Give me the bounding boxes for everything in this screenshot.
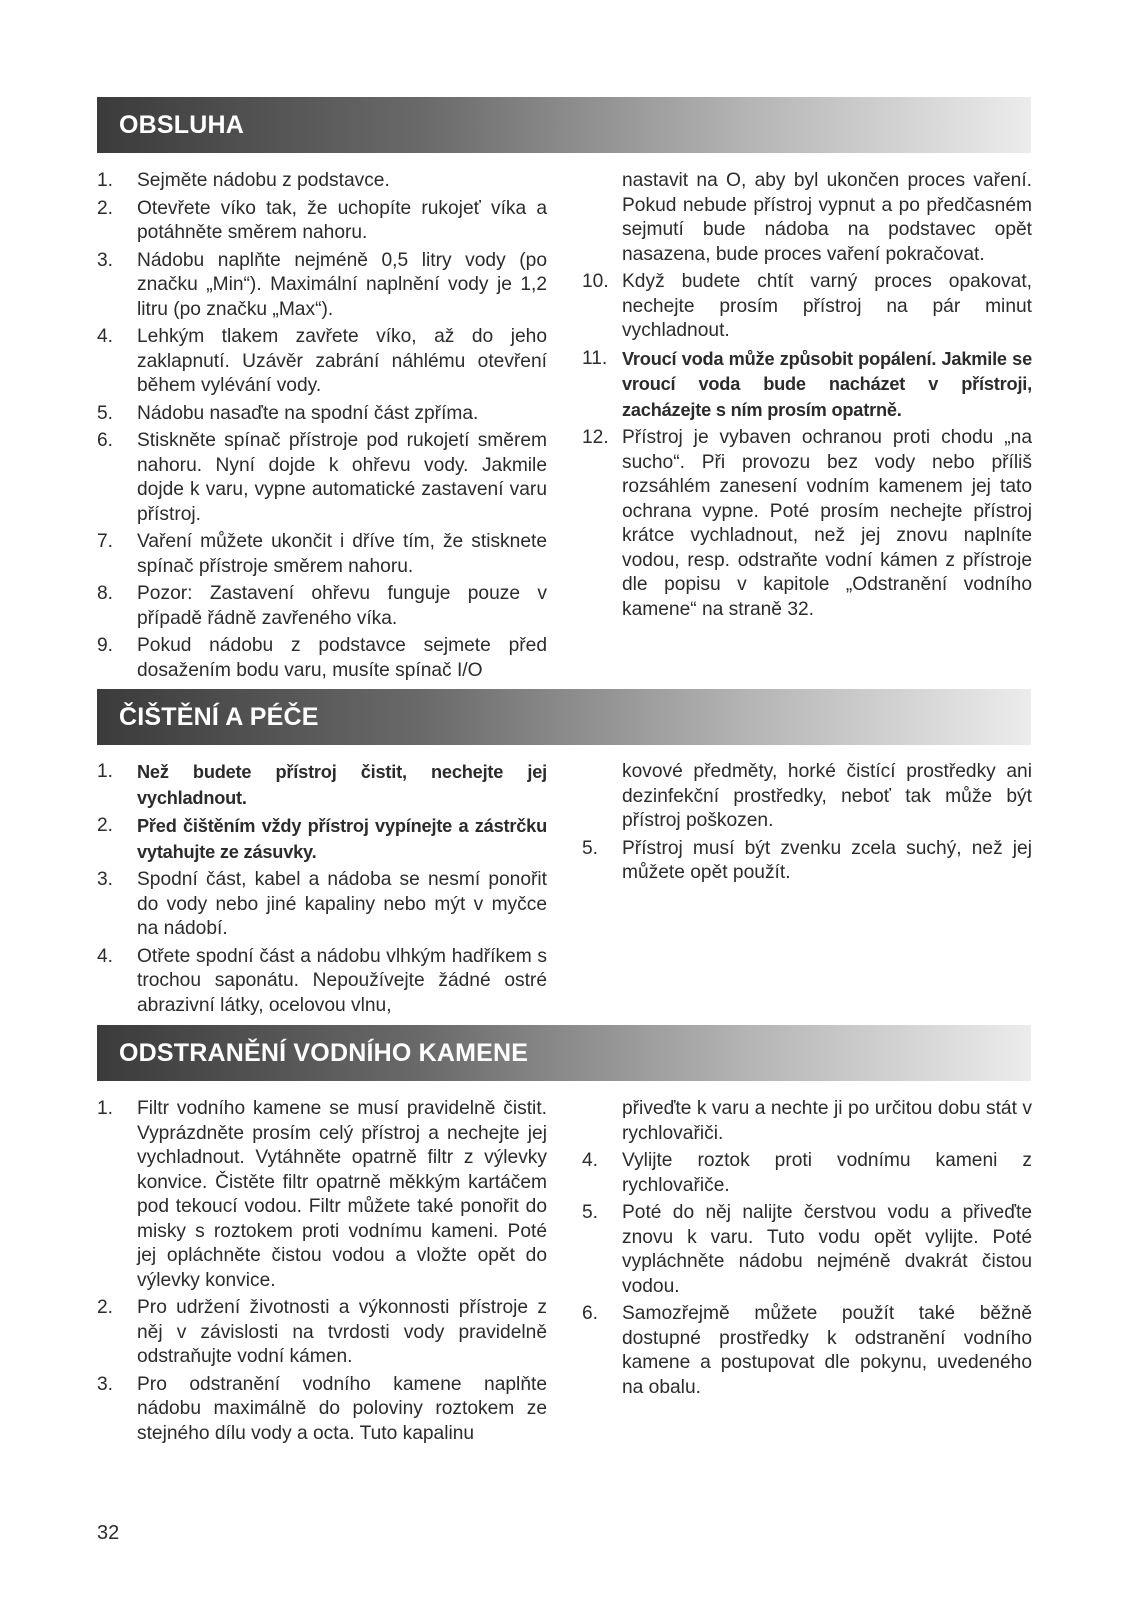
list-item-number: 1. (97, 1098, 114, 1119)
list-item-number: 8. (97, 583, 114, 604)
instruction-list (97, 1097, 547, 1446)
list-item-text: Samozřejmě můžete použít také běžně dostupné prostředky k odstranění vodního kamene a postupovat dle pokynu, uvedeného na obalu. (622, 1303, 1032, 1398)
list-item (97, 868, 547, 942)
list-item-text: Pokud nádobu z podstavce sejmete před dosažením bodu varu, musíte spínač I/O (137, 635, 547, 681)
list-item (582, 169, 1032, 267)
list-item (97, 582, 547, 631)
instruction-list (97, 169, 547, 683)
list-item-text: Lehkým tlakem zavřete víko, až do jeho zaklapnutí. Uzávěr zabrání náhlému otevření během vylévání vody. (137, 326, 547, 396)
list-item-text: Nádobu naplňte nejméně 0,5 litry vody (po značku „Min“). Maximální naplnění vody je 1,2 litru (po značku „Max“). (137, 249, 547, 320)
list-item-number: 7. (97, 531, 114, 552)
list-item (97, 1097, 547, 1293)
list-item (97, 814, 547, 865)
list-item-text: Stiskněte spínač přístroje pod rukojetí směrem nahoru. Nyní dojde k ohřevu vody. Jakmile dojde k varu, vypne automatické zastavení varu přístroj. (137, 430, 547, 525)
list-item-text: Když budete chtít varný proces opakovat, nechejte prosím přístroj na pár minut vychladnout. (622, 271, 1032, 341)
list-item-text: Vylijte roztok proti vodnímu kameni z rychlovařiče. (622, 1150, 1032, 1196)
list-item-text: přiveďte k varu a nechte ji po určitou dobu stát v rychlovařiči. (622, 1098, 1032, 1144)
list-item-number: 2. (97, 815, 114, 836)
list-item (582, 347, 1032, 424)
list-item-text: Spodní část, kabel a nádoba se nesmí ponořit do vody nebo jiné kapaliny nebo mýt v myčce na nádobí. (137, 869, 547, 939)
list-item-number: 4. (97, 945, 114, 967)
section-header-obsluha (97, 97, 1031, 153)
list-item-number: 5. (582, 1202, 599, 1223)
list-item-number: 5. (97, 402, 114, 424)
list-item-number: 4. (97, 326, 114, 347)
section-header-odstraneni (97, 1025, 1031, 1081)
list-item-number: 6. (582, 1303, 599, 1324)
list-item (97, 169, 547, 194)
list-item-text: Pro udržení životnosti a výkonnosti přístroje z něj v závislosti na tvrdosti vody pravidelně odstraňujte vodní kámen. (137, 1297, 547, 1367)
list-item (582, 1097, 1032, 1146)
list-item-text: Pozor: Zastavení ohřevu funguje pouze v případě řádně zavřeného víka. (137, 583, 547, 629)
section-title: ODSTRANĚNÍ VODNÍHO KAMENE (119, 1039, 529, 1067)
list-item-number: 5. (582, 837, 599, 859)
list-item (97, 634, 547, 683)
list-item (97, 945, 547, 1019)
list-item-text: Sejměte nádobu z podstavce. (137, 170, 390, 191)
list-item-text: Filtr vodního kamene se musí pravidelně čistit. Vyprázdněte prosím celý přístroj a nechejte jej vychladnout. Vytáhněte opatrně filtr z výlevky konvice. Čistěte filtr opatrně měkkým kartáčem pod tekoucí vodou. Filtr můžete také ponořit do misky s roztokem proti vodnímu kameni. Poté jej opláchněte čistou vodou a vložte opět do výlevky konvice. (137, 1098, 547, 1291)
list-item-text: Otevřete víko tak, že uchopíte rukojeť víka a potáhněte směrem nahoru. (137, 197, 547, 243)
list-item (582, 1201, 1032, 1299)
section-cisteni-right-column (582, 760, 1032, 889)
list-item-text: Přístroj je vybaven ochranou proti chodu „na sucho“. Při provozu bez vody nebo příliš rozsáhlém zanesení vodním kamenem jej tato ochrana vypne. Poté prosím nechejte přístroj krátce vychladnout, než jej znovu naplníte vodou, resp. odstraňte vodní kámen z přístroje dle popisu v kapitole „Odstranění vodního kamene“ na straně 32. (622, 427, 1032, 620)
section-title: ČIŠTĚNÍ A PÉČE (119, 703, 319, 731)
list-item (97, 249, 547, 323)
list-item (582, 426, 1032, 622)
list-item-number: 2. (97, 197, 114, 219)
list-item-text: Než budete přístroj čistit, nechejte jej vychladnout. (137, 762, 547, 808)
list-item-number: 3. (97, 869, 114, 890)
list-item (97, 1373, 547, 1447)
list-item-text: Poté do něj nalijte čerstvou vodu a přiveďte znovu k varu. Tuto vodu opět vylijte. Poté vypláchněte nádobu nejméně dvakrát čistou vodou. (622, 1202, 1032, 1297)
list-item-number: 9. (97, 635, 114, 656)
list-item-number: 10. (582, 271, 609, 292)
section-title: OBSLUHA (119, 111, 245, 139)
section-odstraneni-left-column (97, 1097, 547, 1449)
list-item-number: 4. (582, 1150, 599, 1171)
list-item-text: Přístroj musí být zvenku zcela suchý, než jej můžete opět použít. (622, 837, 1032, 883)
section-obsluha-right-column (582, 169, 1032, 625)
list-item (582, 1149, 1032, 1198)
instruction-list (582, 169, 1032, 622)
section-cisteni-left-column (97, 760, 547, 1021)
list-item (582, 837, 1032, 886)
section-obsluha-left-column (97, 169, 547, 686)
list-item-number: 3. (97, 1373, 114, 1395)
instruction-list (97, 760, 547, 1018)
list-item-text: Před čištěním vždy přístroj vypínejte a zástrčku vytahujte ze zásuvky. (137, 816, 547, 862)
list-item-text: Vroucí voda může způsobit popálení. Jakmile se vroucí voda bude nacházet v přístroji, zacházejte s ním prosím opatrně. (622, 348, 1032, 420)
list-item (97, 402, 547, 427)
list-item (97, 325, 547, 399)
list-item-text: Vaření můžete ukončit i dříve tím, že stisknete spínač přístroje směrem nahoru. (137, 531, 547, 577)
list-item (582, 760, 1032, 834)
list-item-text: nastavit na O, aby byl ukončen proces vaření. Pokud nebude přístroj vypnut a po předčasném sejmutí bude nádoba na podstavec opět nasazena, bude proces vaření pokračovat. (622, 170, 1032, 265)
list-item-text: kovové předměty, horké čistící prostředky ani dezinfekční prostředky, neboť tak může být přístroj poškozen. (622, 761, 1032, 831)
list-item (97, 429, 547, 527)
list-item (97, 1296, 547, 1370)
section-odstraneni-right-column (582, 1097, 1032, 1403)
instruction-list (582, 760, 1032, 886)
list-item-number: 11. (582, 347, 608, 369)
list-item (97, 530, 547, 579)
list-item (97, 197, 547, 246)
list-item (582, 270, 1032, 344)
list-item-number: 1. (97, 761, 114, 782)
list-item-number: 3. (97, 249, 114, 271)
list-item-text: Pro odstranění vodního kamene naplňte nádobu maximálně do poloviny roztokem ze stejného dílu vody a octa. Tuto kapalinu (137, 1373, 547, 1444)
list-item-number: 12. (582, 427, 609, 448)
instruction-list (582, 1097, 1032, 1400)
page-number: 32 (97, 1522, 120, 1544)
list-item (582, 1302, 1032, 1400)
list-item-text: Nádobu nasaďte na spodní část zpříma. (137, 402, 479, 424)
list-item-number: 1. (97, 170, 114, 191)
list-item-text: Otřete spodní část a nádobu vlhkým hadříkem s trochou saponátu. Nepoužívejte žádné ostré abrazivní látky, ocelovou vlnu, (137, 945, 547, 1016)
section-header-cisteni (97, 689, 1031, 745)
list-item (97, 760, 547, 811)
list-item-number: 2. (97, 1297, 114, 1318)
list-item-number: 6. (97, 430, 114, 451)
